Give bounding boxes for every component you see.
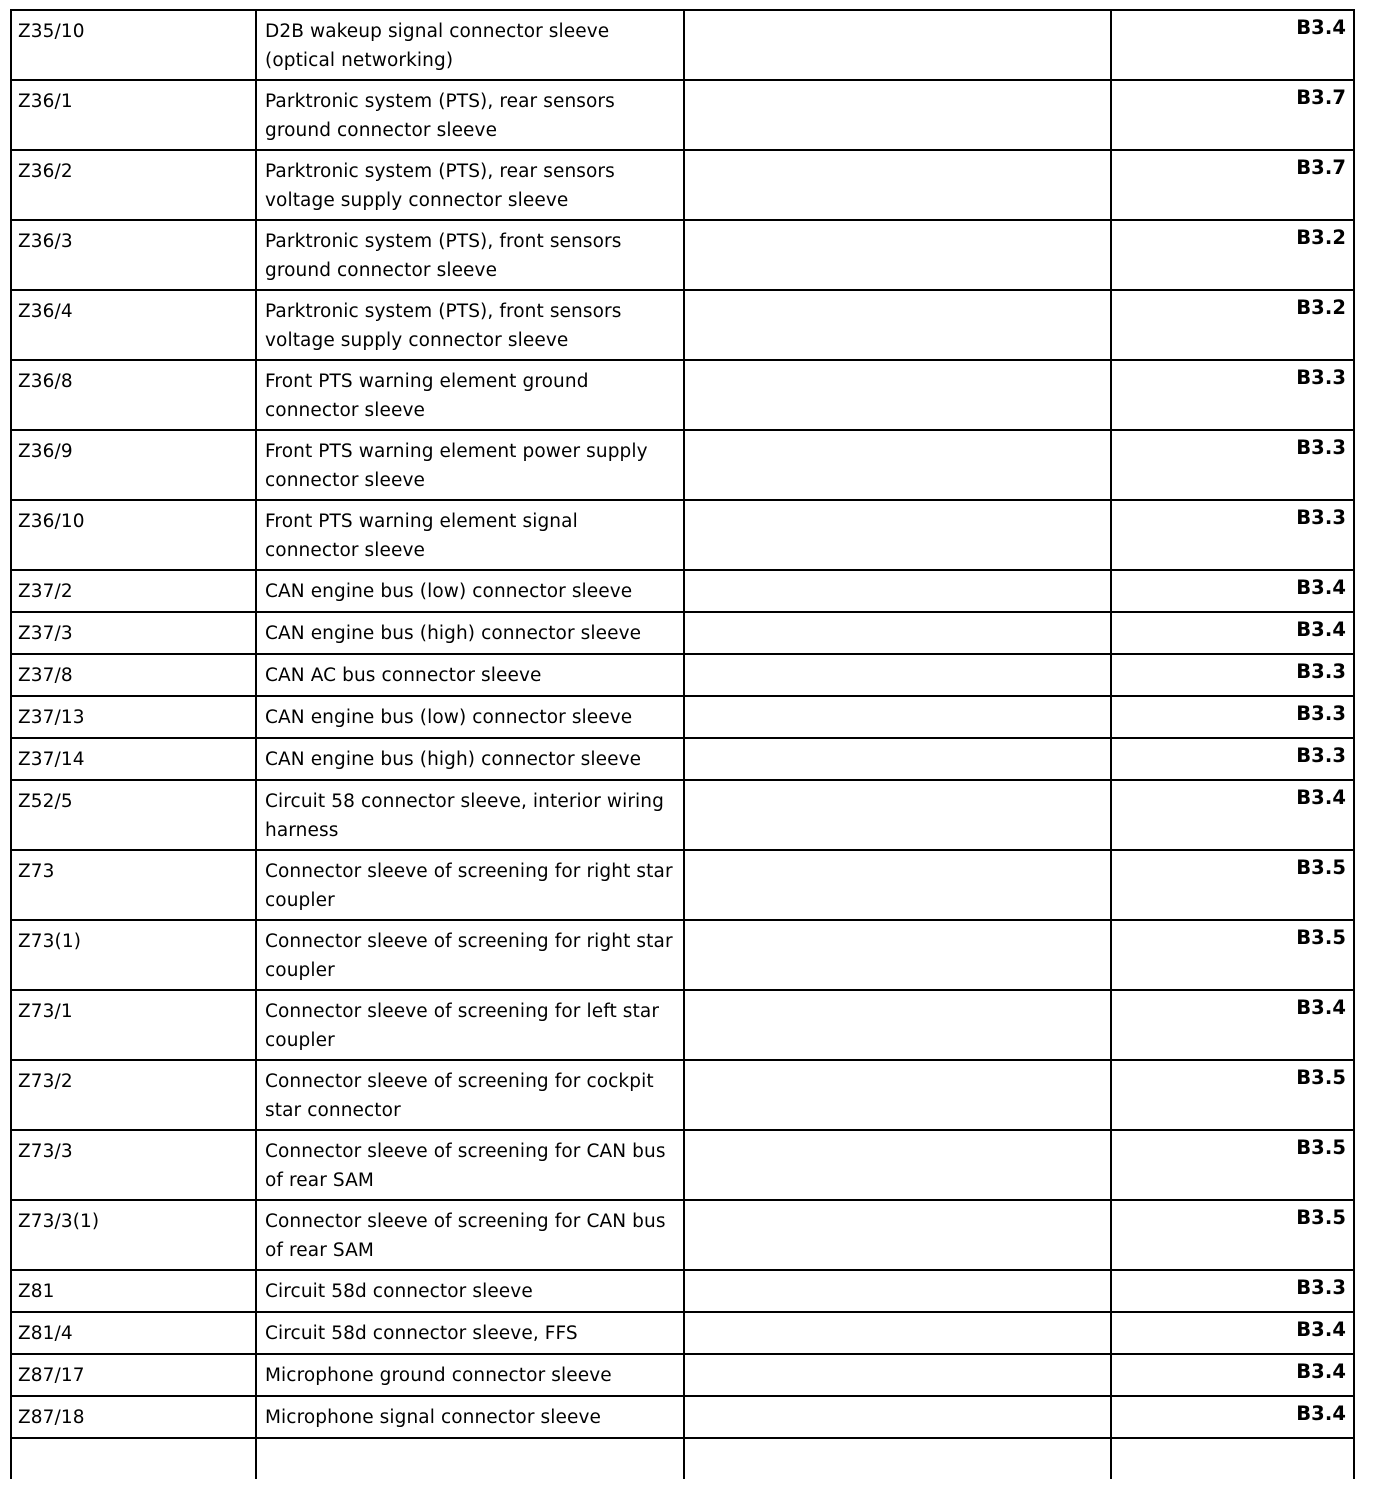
grid-reference-cell: B3.2	[1296, 226, 1346, 249]
component-description-cell: Front PTS warning element ground connector sleeve	[257, 361, 685, 429]
grid-reference-cell: B3.3	[1296, 660, 1346, 683]
table-row	[10, 697, 1355, 739]
grid-reference-cell: B3.5	[1296, 856, 1346, 879]
component-code-cell: Z37/2	[12, 571, 257, 611]
blank-cell	[685, 1355, 1112, 1395]
component-code-cell: Z81/4	[12, 1313, 257, 1353]
grid-reference-cell: B3.3	[1296, 366, 1346, 389]
table-row	[10, 1131, 1355, 1201]
component-code-cell: Z52/5	[12, 781, 257, 849]
blank-cell	[257, 1439, 685, 1479]
component-code-cell: Z73(1)	[12, 921, 257, 989]
component-code-cell: Z35/10	[12, 11, 257, 79]
blank-cell	[685, 1439, 1112, 1479]
blank-cell	[685, 851, 1112, 919]
grid-reference-cell: B3.4	[1296, 576, 1346, 599]
component-code-cell: Z36/8	[12, 361, 257, 429]
component-code-cell: Z73	[12, 851, 257, 919]
component-code-cell: Z36/4	[12, 291, 257, 359]
grid-reference-cell: B3.7	[1296, 86, 1346, 109]
blank-cell	[1112, 1439, 1353, 1479]
grid-reference-cell: B3.5	[1296, 1136, 1346, 1159]
component-description-cell: CAN AC bus connector sleeve	[257, 655, 685, 695]
grid-reference-cell: B3.3	[1296, 436, 1346, 459]
grid-reference-cell: B3.3	[1296, 1276, 1346, 1299]
table-row	[10, 1201, 1355, 1271]
table-row	[10, 291, 1355, 361]
component-description-cell: Connector sleeve of screening for right star coupler	[257, 921, 685, 989]
grid-reference-cell: B3.5	[1296, 1066, 1346, 1089]
blank-cell	[685, 291, 1112, 359]
table-row	[10, 151, 1355, 221]
grid-reference-cell: B3.3	[1296, 702, 1346, 725]
blank-cell	[685, 1131, 1112, 1199]
component-description-cell: Parktronic system (PTS), rear sensors ground connector sleeve	[257, 81, 685, 149]
component-code-cell: Z36/10	[12, 501, 257, 569]
component-description-cell: Circuit 58 connector sleeve, interior wiring harness	[257, 781, 685, 849]
component-description-cell: CAN engine bus (low) connector sleeve	[257, 697, 685, 737]
table-row	[10, 921, 1355, 991]
blank-cell	[685, 11, 1112, 79]
grid-reference-cell: B3.4	[1296, 786, 1346, 809]
component-description-cell: Circuit 58d connector sleeve, FFS	[257, 1313, 685, 1353]
component-description-cell: Parktronic system (PTS), rear sensors voltage supply connector sleeve	[257, 151, 685, 219]
blank-cell	[685, 991, 1112, 1059]
component-description-cell: Circuit 58d connector sleeve	[257, 1271, 685, 1311]
component-description-cell: Connector sleeve of screening for left star coupler	[257, 991, 685, 1059]
grid-reference-cell: B3.5	[1296, 1206, 1346, 1229]
blank-cell	[685, 1201, 1112, 1269]
component-description-cell: CAN engine bus (high) connector sleeve	[257, 613, 685, 653]
component-code-cell: Z87/18	[12, 1397, 257, 1437]
component-description-cell: Parktronic system (PTS), front sensors voltage supply connector sleeve	[257, 291, 685, 359]
table-row	[10, 1355, 1355, 1397]
blank-cell	[685, 739, 1112, 779]
component-code-cell: Z87/17	[12, 1355, 257, 1395]
component-code-cell: Z37/13	[12, 697, 257, 737]
component-description-cell: CAN engine bus (high) connector sleeve	[257, 739, 685, 779]
component-code-cell: Z37/8	[12, 655, 257, 695]
table-row	[10, 11, 1355, 81]
grid-reference-cell: B3.4	[1296, 618, 1346, 641]
component-code-cell: Z81	[12, 1271, 257, 1311]
grid-reference-cell: B3.3	[1296, 506, 1346, 529]
component-code-cell: Z37/14	[12, 739, 257, 779]
blank-cell	[685, 431, 1112, 499]
component-description-cell: Front PTS warning element power supply connector sleeve	[257, 431, 685, 499]
blank-cell	[685, 613, 1112, 653]
blank-cell	[12, 1439, 257, 1479]
connector-sleeve-table	[10, 9, 1355, 1479]
component-description-cell: Connector sleeve of screening for cockpit star connector	[257, 1061, 685, 1129]
component-description-cell: D2B wakeup signal connector sleeve (optical networking)	[257, 11, 685, 79]
table-row	[10, 221, 1355, 291]
blank-cell	[685, 1397, 1112, 1437]
table-row	[10, 501, 1355, 571]
component-description-cell: Microphone signal connector sleeve	[257, 1397, 685, 1437]
component-description-cell: Front PTS warning element signal connector sleeve	[257, 501, 685, 569]
blank-cell	[685, 697, 1112, 737]
table-row	[10, 431, 1355, 501]
grid-reference-cell: B3.4	[1296, 16, 1346, 39]
component-code-cell: Z37/3	[12, 613, 257, 653]
grid-reference-cell: B3.4	[1296, 1318, 1346, 1341]
grid-reference-cell: B3.5	[1296, 926, 1346, 949]
component-description-cell: Connector sleeve of screening for CAN bus of rear SAM	[257, 1131, 685, 1199]
blank-cell	[685, 221, 1112, 289]
table-row	[10, 1061, 1355, 1131]
component-code-cell: Z73/3(1)	[12, 1201, 257, 1269]
table-row	[10, 739, 1355, 781]
table-row	[10, 571, 1355, 613]
blank-cell	[685, 361, 1112, 429]
blank-cell	[685, 1271, 1112, 1311]
component-description-cell: Connector sleeve of screening for right star coupler	[257, 851, 685, 919]
component-code-cell: Z36/2	[12, 151, 257, 219]
table-row	[10, 1313, 1355, 1355]
component-code-cell: Z73/2	[12, 1061, 257, 1129]
table-row	[10, 851, 1355, 921]
component-code-cell: Z73/3	[12, 1131, 257, 1199]
blank-cell	[685, 151, 1112, 219]
table-row	[10, 1271, 1355, 1313]
table-row	[10, 781, 1355, 851]
blank-cell	[685, 81, 1112, 149]
blank-cell	[685, 921, 1112, 989]
component-code-cell: Z36/9	[12, 431, 257, 499]
grid-reference-cell: B3.3	[1296, 744, 1346, 767]
grid-reference-cell: B3.4	[1296, 1360, 1346, 1383]
component-description-cell: Parktronic system (PTS), front sensors ground connector sleeve	[257, 221, 685, 289]
component-description-cell: CAN engine bus (low) connector sleeve	[257, 571, 685, 611]
grid-reference-cell: B3.7	[1296, 156, 1346, 179]
component-code-cell: Z36/3	[12, 221, 257, 289]
blank-cell	[685, 501, 1112, 569]
table-row	[10, 655, 1355, 697]
table-row	[10, 81, 1355, 151]
grid-reference-cell: B3.2	[1296, 296, 1346, 319]
table-row	[10, 991, 1355, 1061]
blank-cell	[685, 1313, 1112, 1353]
table-row	[10, 613, 1355, 655]
empty-row	[10, 1439, 1355, 1479]
component-code-cell: Z36/1	[12, 81, 257, 149]
grid-reference-cell: B3.4	[1296, 1402, 1346, 1425]
blank-cell	[685, 1061, 1112, 1129]
table-row	[10, 361, 1355, 431]
blank-cell	[685, 781, 1112, 849]
grid-reference-cell: B3.4	[1296, 996, 1346, 1019]
component-code-cell: Z73/1	[12, 991, 257, 1059]
blank-cell	[685, 571, 1112, 611]
component-description-cell: Connector sleeve of screening for CAN bus of rear SAM	[257, 1201, 685, 1269]
blank-cell	[685, 655, 1112, 695]
component-description-cell: Microphone ground connector sleeve	[257, 1355, 685, 1395]
table-row	[10, 1397, 1355, 1439]
